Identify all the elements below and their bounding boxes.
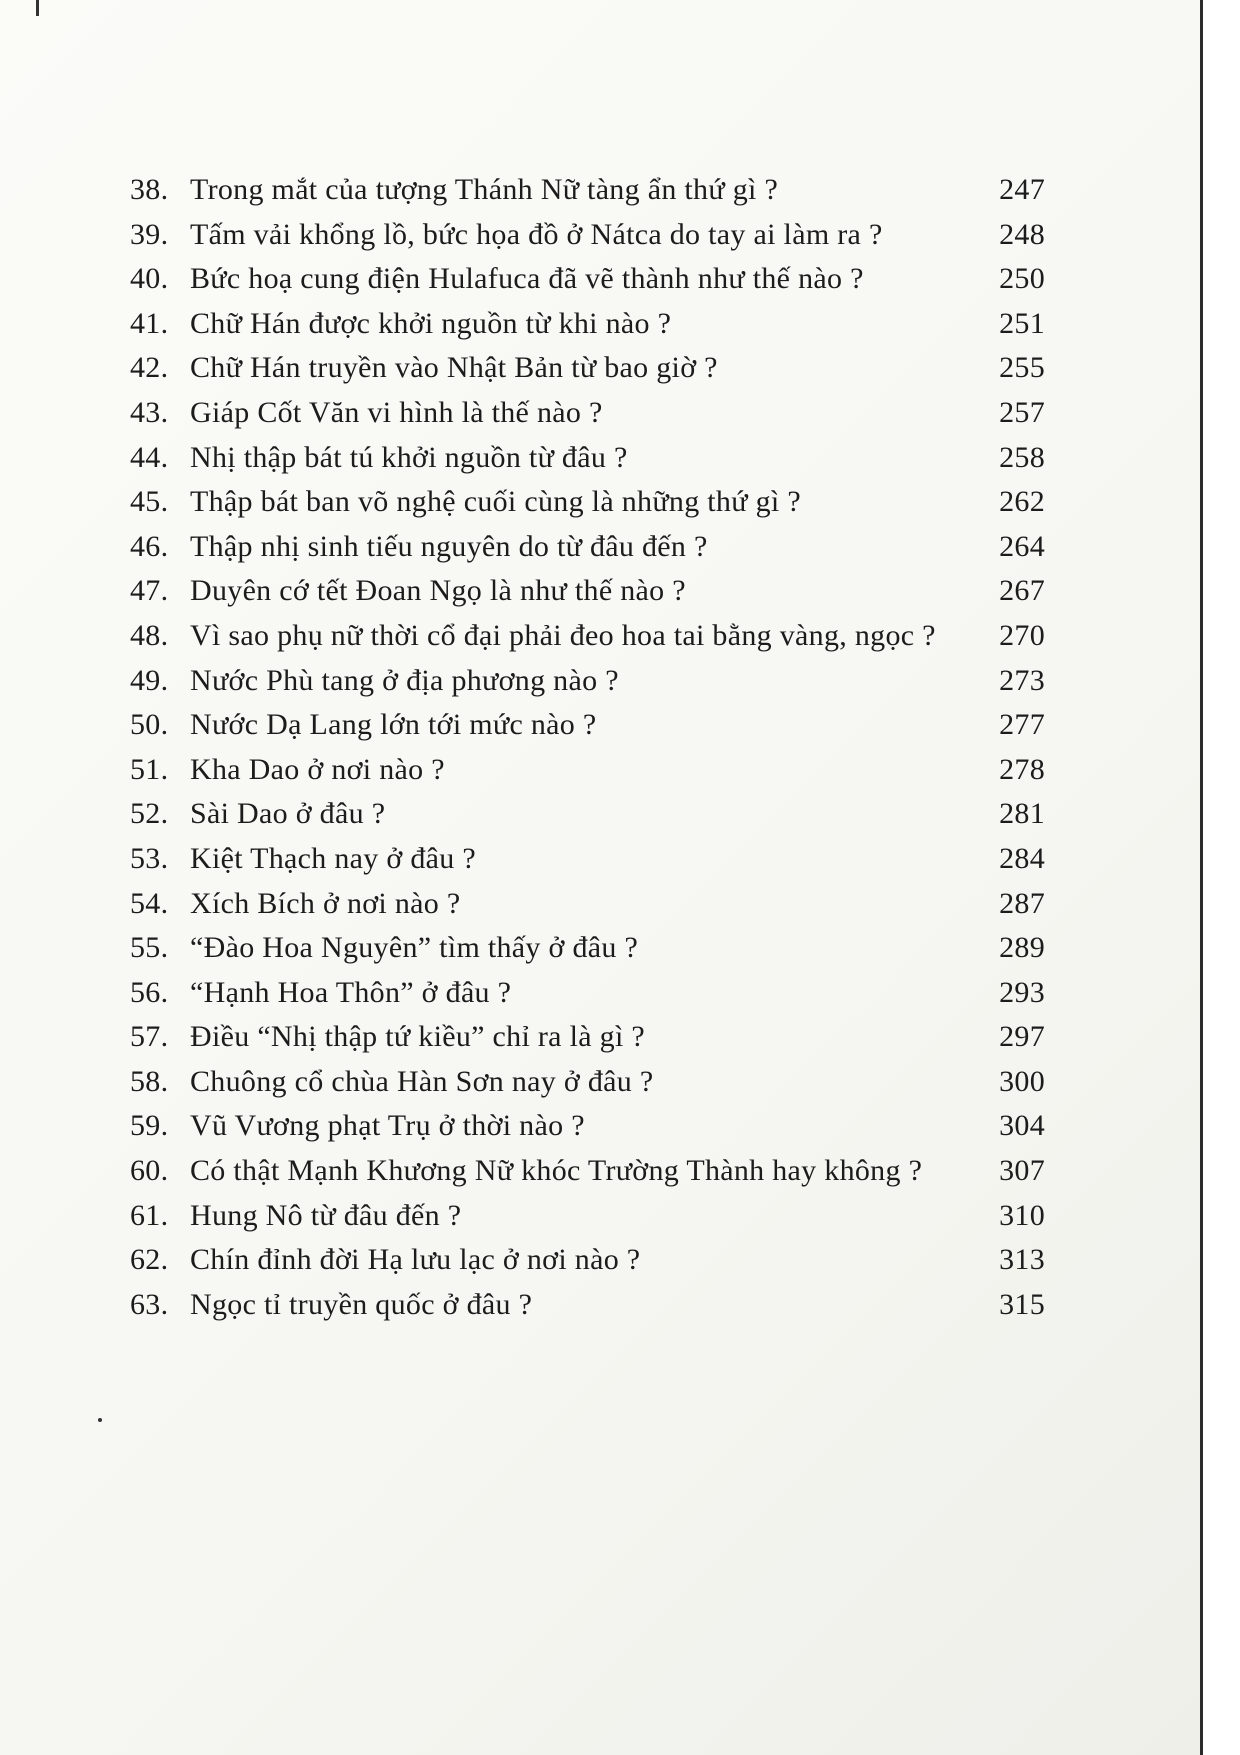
toc-entry-title: Ngọc tỉ truyền quốc ở đâu ?: [190, 1287, 533, 1321]
toc-entry-title: Nước Phù tang ở địa phương nào ?: [190, 663, 619, 697]
toc-entry: [130, 213, 1045, 258]
toc-entry-page: 307: [999, 1154, 1045, 1188]
toc-entry-number: 51.: [130, 752, 169, 786]
toc-entry-title: Thập bát ban võ nghệ cuối cùng là những thứ gì ?: [190, 485, 801, 519]
toc-entry-number: 49.: [130, 663, 169, 697]
toc-entry: [130, 257, 1045, 302]
toc-entry-title: Tấm vải khổng lồ, bức họa đồ ở Nátca do tay ai làm ra ?: [190, 217, 883, 251]
toc-entry-text: [130, 614, 975, 659]
toc-entry-text: [130, 1149, 975, 1194]
toc-entry-page: 257: [999, 395, 1045, 429]
toc-entry-number: 46.: [130, 529, 169, 563]
toc-entry-page: 248: [999, 217, 1045, 251]
toc-entry-title: Nhị thập bát tú khởi nguồn từ đâu ?: [190, 440, 628, 474]
scan-speck: [98, 1418, 102, 1422]
toc-entry-number: 48.: [130, 618, 169, 652]
toc-entry: [130, 837, 1045, 882]
toc-entry: [130, 1149, 1045, 1194]
toc-entry-title: Chữ Hán được khởi nguồn từ khi nào ?: [190, 306, 672, 340]
toc-entry-title: Vũ Vương phạt Trụ ở thời nào ?: [190, 1109, 585, 1143]
toc-entry-number: 38.: [130, 173, 169, 206]
toc-entry-text: [130, 882, 975, 927]
toc-entry-number: 40.: [130, 262, 169, 296]
toc-entry-page: 277: [999, 708, 1045, 742]
toc-entry-number: 61.: [130, 1198, 169, 1232]
toc-entry-title: Trong mắt của tượng Thánh Nữ tàng ẩn thứ gì ?: [190, 173, 779, 206]
toc-entry-title: Duyên cớ tết Đoan Ngọ là như thế nào ?: [190, 574, 686, 608]
toc-entry-page: 247: [999, 173, 1045, 206]
toc-entry: [130, 659, 1045, 704]
toc-entry-text: [130, 1283, 975, 1328]
toc-entry: [130, 1104, 1045, 1149]
toc-entry-page: 262: [999, 485, 1045, 519]
toc-entry-title: Xích Bích ở nơi nào ?: [190, 886, 461, 920]
toc-entry: [130, 391, 1045, 436]
toc-entry: [130, 926, 1045, 971]
toc-entry: [130, 748, 1045, 793]
toc-entry-page: 315: [999, 1287, 1045, 1321]
toc-entry-text: [130, 1015, 975, 1060]
toc-entry-page: 255: [999, 351, 1045, 385]
toc-entry-text: [130, 436, 975, 481]
toc-entry-text: [130, 569, 975, 614]
toc-entry-number: 45.: [130, 485, 169, 519]
toc-entry-page: 273: [999, 663, 1045, 697]
toc-entry-number: 56.: [130, 975, 169, 1009]
toc-entry: [130, 480, 1045, 525]
toc-entry-number: 52.: [130, 797, 169, 831]
toc-entry-text: [130, 1238, 975, 1283]
toc-entry: [130, 1283, 1045, 1328]
toc-entry-text: [130, 837, 975, 882]
toc-entry: [130, 525, 1045, 570]
toc-entry-number: 60.: [130, 1154, 169, 1188]
toc-entry-number: 53.: [130, 841, 169, 875]
toc-entry-text: [130, 302, 975, 347]
toc-entry-number: 57.: [130, 1020, 169, 1054]
toc-entry-page: 304: [999, 1109, 1045, 1143]
toc-entry-number: 42.: [130, 351, 169, 385]
toc-entry-title: Chín đỉnh đời Hạ lưu lạc ở nơi nào ?: [190, 1243, 641, 1277]
toc-entry-number: 62.: [130, 1243, 169, 1277]
toc-entry-number: 47.: [130, 574, 169, 608]
toc-entry-number: 63.: [130, 1287, 169, 1321]
toc-entry: [130, 792, 1045, 837]
toc-entry-page: 293: [999, 975, 1045, 1009]
toc-entry-page: 251: [999, 306, 1045, 340]
toc-entry-number: 44.: [130, 440, 169, 474]
toc-entry-text: [130, 1104, 975, 1149]
scan-mark: [36, 0, 39, 16]
toc-entry-page: 281: [999, 797, 1045, 831]
toc-entry-title: Kiệt Thạch nay ở đâu ?: [190, 841, 476, 875]
toc-entry: [130, 436, 1045, 481]
toc-entry-number: 54.: [130, 886, 169, 920]
toc-entry-text: [130, 971, 975, 1016]
page-edge-border: [1200, 0, 1240, 1755]
toc-entry-number: 41.: [130, 306, 169, 340]
toc-entry-page: 264: [999, 529, 1045, 563]
toc-entry-title: Chuông cổ chùa Hàn Sơn nay ở đâu ?: [190, 1064, 654, 1098]
toc-entry-number: 58.: [130, 1064, 169, 1098]
toc-entry-title: Hung Nô từ đâu đến ?: [190, 1198, 462, 1232]
toc-entry-page: 313: [999, 1243, 1045, 1277]
toc-entry: [130, 1194, 1045, 1239]
toc-entry-title: Kha Dao ở nơi nào ?: [190, 752, 445, 786]
toc-entry-page: 300: [999, 1064, 1045, 1098]
toc-entry-title: Chữ Hán truyền vào Nhật Bản từ bao giờ ?: [190, 351, 718, 385]
toc-entry-title: “Hạnh Hoa Thôn” ở đâu ?: [190, 975, 512, 1009]
toc-entry-text: [130, 1194, 975, 1239]
toc-entry-text: [130, 926, 975, 971]
toc-entry-number: 39.: [130, 217, 169, 251]
toc-entry-page: 258: [999, 440, 1045, 474]
toc-entry-number: 55.: [130, 931, 169, 965]
toc-entry-number: 50.: [130, 708, 169, 742]
toc-entry-number: 43.: [130, 395, 169, 429]
toc-entry-title: Điều “Nhị thập tứ kiều” chỉ ra là gì ?: [190, 1020, 645, 1054]
toc-entry-title: Vì sao phụ nữ thời cổ đại phải đeo hoa tai bằng vàng, ngọc ?: [190, 618, 936, 652]
toc-entry: [130, 1060, 1045, 1105]
toc-entry-page: 267: [999, 574, 1045, 608]
toc-entry-page: 278: [999, 752, 1045, 786]
toc-entry-page: 297: [999, 1020, 1045, 1054]
toc-entry-text: [130, 346, 975, 391]
toc-entry-text: [130, 391, 975, 436]
toc-entry-text: [130, 213, 975, 258]
toc-entry-title: Bức hoạ cung điện Hulafuca đã vẽ thành như thế nào ?: [190, 262, 864, 296]
toc-entry-title: Nước Dạ Lang lớn tới mức nào ?: [190, 708, 597, 742]
toc-entry-text: [130, 792, 975, 837]
toc-entry-page: 284: [999, 841, 1045, 875]
toc-entry-number: 59.: [130, 1109, 169, 1143]
toc-entry-page: 250: [999, 262, 1045, 296]
toc-entry-page: 287: [999, 886, 1045, 920]
toc-entry-text: [130, 257, 975, 302]
toc-entry-page: 310: [999, 1198, 1045, 1232]
toc-entry: [130, 1238, 1045, 1283]
toc-entry-title: “Đào Hoa Nguyên” tìm thấy ở đâu ?: [190, 931, 639, 965]
toc-entry-title: Sài Dao ở đâu ?: [190, 797, 386, 831]
toc-entry-text: [130, 659, 975, 704]
toc-entry: [130, 168, 1045, 213]
toc-entry-text: [130, 525, 975, 570]
toc-entry: [130, 882, 1045, 927]
toc-entry: [130, 614, 1045, 659]
toc-entry-title: Có thật Mạnh Khương Nữ khóc Trường Thành hay không ?: [190, 1154, 923, 1188]
toc-entry-text: [130, 748, 975, 793]
toc-entry-text: [130, 168, 975, 213]
toc-entry-page: 270: [999, 618, 1045, 652]
toc-entry: [130, 1015, 1045, 1060]
toc-entry: [130, 302, 1045, 347]
toc-entry-text: [130, 1060, 975, 1105]
toc-entry: [130, 569, 1045, 614]
toc-entry-text: [130, 480, 975, 525]
toc-entry: [130, 346, 1045, 391]
toc-entry-text: [130, 703, 975, 748]
toc-entry: [130, 703, 1045, 748]
toc-entry-title: Thập nhị sinh tiếu nguyên do từ đâu đến ?: [190, 529, 708, 563]
toc-entry-page: 289: [999, 931, 1045, 965]
toc-entry-title: Giáp Cốt Văn vi hình là thế nào ?: [190, 395, 603, 429]
table-of-contents: [130, 168, 1045, 1327]
toc-entry: [130, 971, 1045, 1016]
